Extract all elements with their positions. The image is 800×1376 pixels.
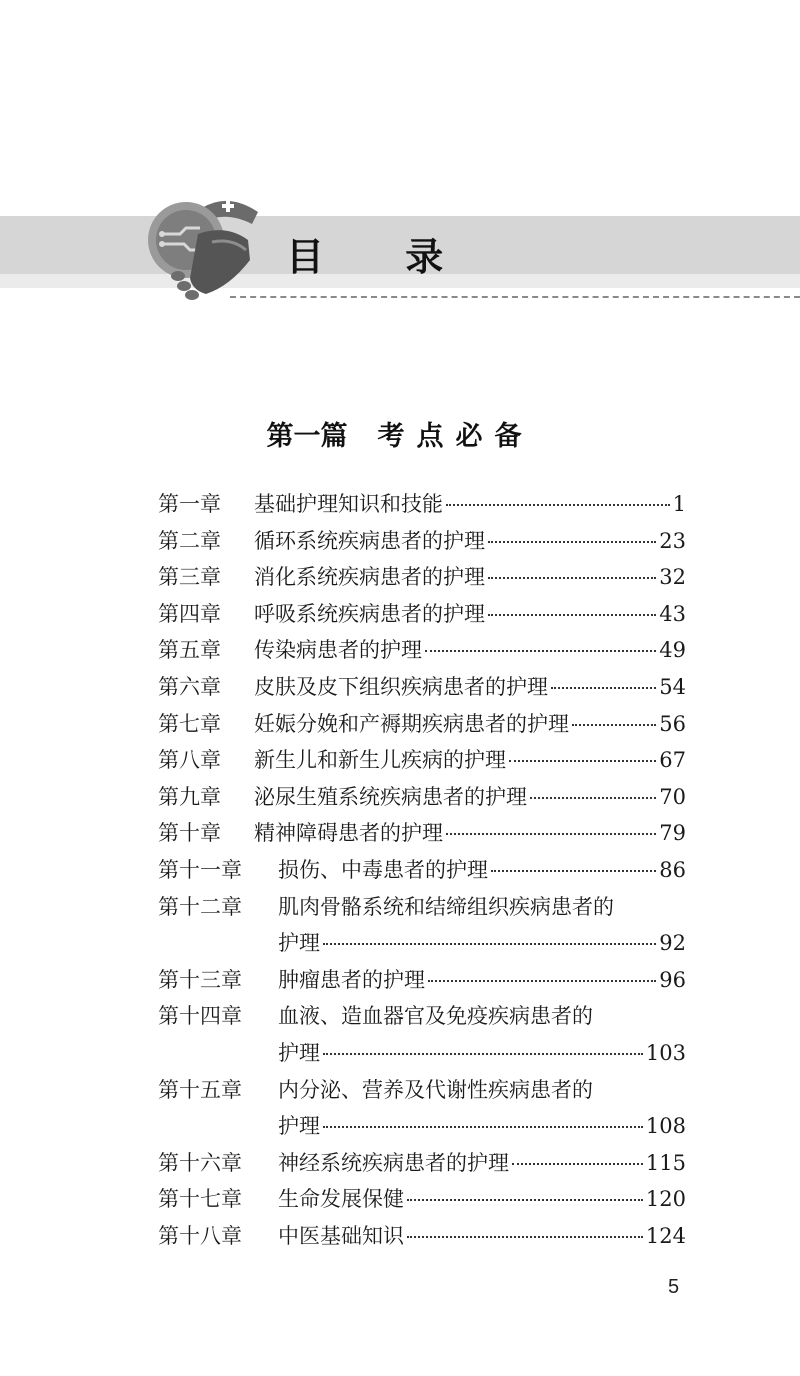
chapter-number: 第十三章	[158, 967, 242, 992]
dot-leader	[572, 724, 656, 726]
chapter-title: 生命发展保健	[278, 1187, 404, 1212]
dot-leader	[488, 614, 656, 616]
chapter-page-number: 54	[659, 674, 686, 699]
chapter-page-number: 108	[645, 1114, 686, 1139]
chapter-title: 泌尿生殖系统疾病患者的护理	[254, 784, 527, 809]
dot-leader	[491, 870, 656, 872]
chapter-page-number: 56	[659, 711, 686, 736]
chapter-page-number: 96	[659, 967, 686, 992]
chapter-title-continued: 护理	[278, 931, 320, 956]
chapter-number: 第五章	[158, 638, 221, 663]
chapter-number: 第一章	[158, 492, 221, 516]
chapter-title: 神经系统疾病患者的护理	[278, 1150, 509, 1175]
page-title: 目 录	[286, 235, 478, 279]
table-of-contents	[158, 486, 686, 1254]
chapter-number: 第七章	[158, 711, 221, 736]
chapter-page-number: 86	[659, 857, 686, 882]
section-heading	[0, 414, 800, 453]
toc-entry[interactable]	[158, 998, 686, 1071]
chapter-title: 新生儿和新生儿疾病的护理	[254, 748, 506, 773]
toc-entry[interactable]	[158, 1218, 686, 1255]
dot-leader	[407, 1199, 643, 1201]
dot-leader	[446, 833, 656, 835]
chapter-page-number: 115	[645, 1150, 686, 1175]
dot-leader	[488, 577, 656, 579]
dot-leader	[488, 541, 656, 543]
dot-leader	[425, 650, 656, 652]
chapter-number: 第十二章	[158, 894, 242, 919]
dot-leader	[407, 1236, 643, 1238]
chapter-number: 第八章	[158, 748, 221, 773]
chapter-page-number: 67	[659, 748, 686, 773]
dot-leader	[428, 980, 656, 982]
chapter-page-number: 43	[659, 601, 686, 626]
toc-entry[interactable]	[158, 706, 686, 743]
section-number: 第一篇	[266, 421, 348, 452]
dot-leader	[323, 1053, 643, 1055]
toc-entry[interactable]	[158, 523, 686, 560]
dot-leader	[512, 1163, 643, 1165]
chapter-number: 第十六章	[158, 1150, 242, 1175]
chapter-page-number: 23	[659, 528, 686, 553]
chapter-page-number: 120	[645, 1187, 686, 1212]
chapter-number: 第十五章	[158, 1077, 242, 1102]
chapter-title-continued: 护理	[278, 1040, 320, 1065]
chapter-title: 基础护理知识和技能	[254, 492, 443, 516]
toc-entry[interactable]	[158, 1145, 686, 1182]
toc-entry[interactable]	[158, 1181, 686, 1218]
toc-entry[interactable]	[158, 742, 686, 779]
toc-entry[interactable]	[158, 486, 686, 523]
chapter-title: 肌肉骨骼系统和结缔组织疾病患者的	[278, 894, 614, 919]
chapter-title: 损伤、中毒患者的护理	[278, 857, 488, 882]
chapter-page-number: 124	[645, 1223, 686, 1248]
chapter-number: 第三章	[158, 565, 221, 590]
section-name: 考点必备	[377, 421, 534, 452]
toc-entry[interactable]	[158, 632, 686, 669]
toc-entry[interactable]	[158, 559, 686, 596]
nursing-handshake-logo-icon	[140, 190, 270, 306]
dot-leader	[323, 943, 656, 945]
chapter-title: 精神障碍患者的护理	[254, 821, 443, 846]
chapter-page-number: 103	[645, 1040, 686, 1065]
chapter-number: 第十四章	[158, 1004, 242, 1029]
chapter-title: 中医基础知识	[278, 1223, 404, 1248]
chapter-title: 消化系统疾病患者的护理	[254, 565, 485, 590]
chapter-number: 第十章	[158, 821, 221, 846]
toc-entry[interactable]	[158, 596, 686, 633]
toc-entry[interactable]	[158, 815, 686, 852]
header-dashed-rule	[230, 296, 800, 298]
chapter-number: 第二章	[158, 528, 221, 553]
chapter-page-number: 92	[659, 931, 686, 956]
toc-entry[interactable]	[158, 852, 686, 889]
chapter-title: 循环系统疾病患者的护理	[254, 528, 485, 553]
chapter-title: 肿瘤患者的护理	[278, 967, 425, 992]
toc-entry[interactable]	[158, 889, 686, 962]
chapter-title: 血液、造血器官及免疫疾病患者的	[278, 1004, 593, 1029]
chapter-title: 妊娠分娩和产褥期疾病患者的护理	[254, 711, 569, 736]
chapter-number: 第十七章	[158, 1187, 242, 1212]
dot-leader	[446, 504, 670, 506]
chapter-title: 传染病患者的护理	[254, 638, 422, 663]
toc-entry[interactable]	[158, 669, 686, 706]
chapter-number: 第六章	[158, 674, 221, 699]
dot-leader	[509, 760, 656, 762]
chapter-number: 第十八章	[158, 1223, 242, 1248]
chapter-title: 内分泌、营养及代谢性疾病患者的	[278, 1077, 593, 1102]
dot-leader	[530, 797, 656, 799]
chapter-title-continued: 护理	[278, 1114, 320, 1139]
chapter-number: 第十一章	[158, 857, 242, 882]
chapter-title: 皮肤及皮下组织疾病患者的护理	[254, 674, 548, 699]
chapter-page-number: 32	[659, 565, 686, 590]
chapter-number: 第四章	[158, 601, 221, 626]
toc-entry[interactable]	[158, 1072, 686, 1145]
dot-leader	[323, 1126, 643, 1128]
chapter-page-number: 49	[659, 638, 686, 663]
toc-entry[interactable]	[158, 779, 686, 816]
toc-entry[interactable]	[158, 962, 686, 999]
dot-leader	[551, 687, 656, 689]
chapter-page-number: 1	[672, 492, 686, 516]
chapter-number: 第九章	[158, 784, 221, 809]
chapter-page-number: 79	[659, 821, 686, 846]
chapter-page-number: 70	[659, 784, 686, 809]
chapter-title: 呼吸系统疾病患者的护理	[254, 601, 485, 626]
page-number: 5	[668, 1276, 680, 1298]
